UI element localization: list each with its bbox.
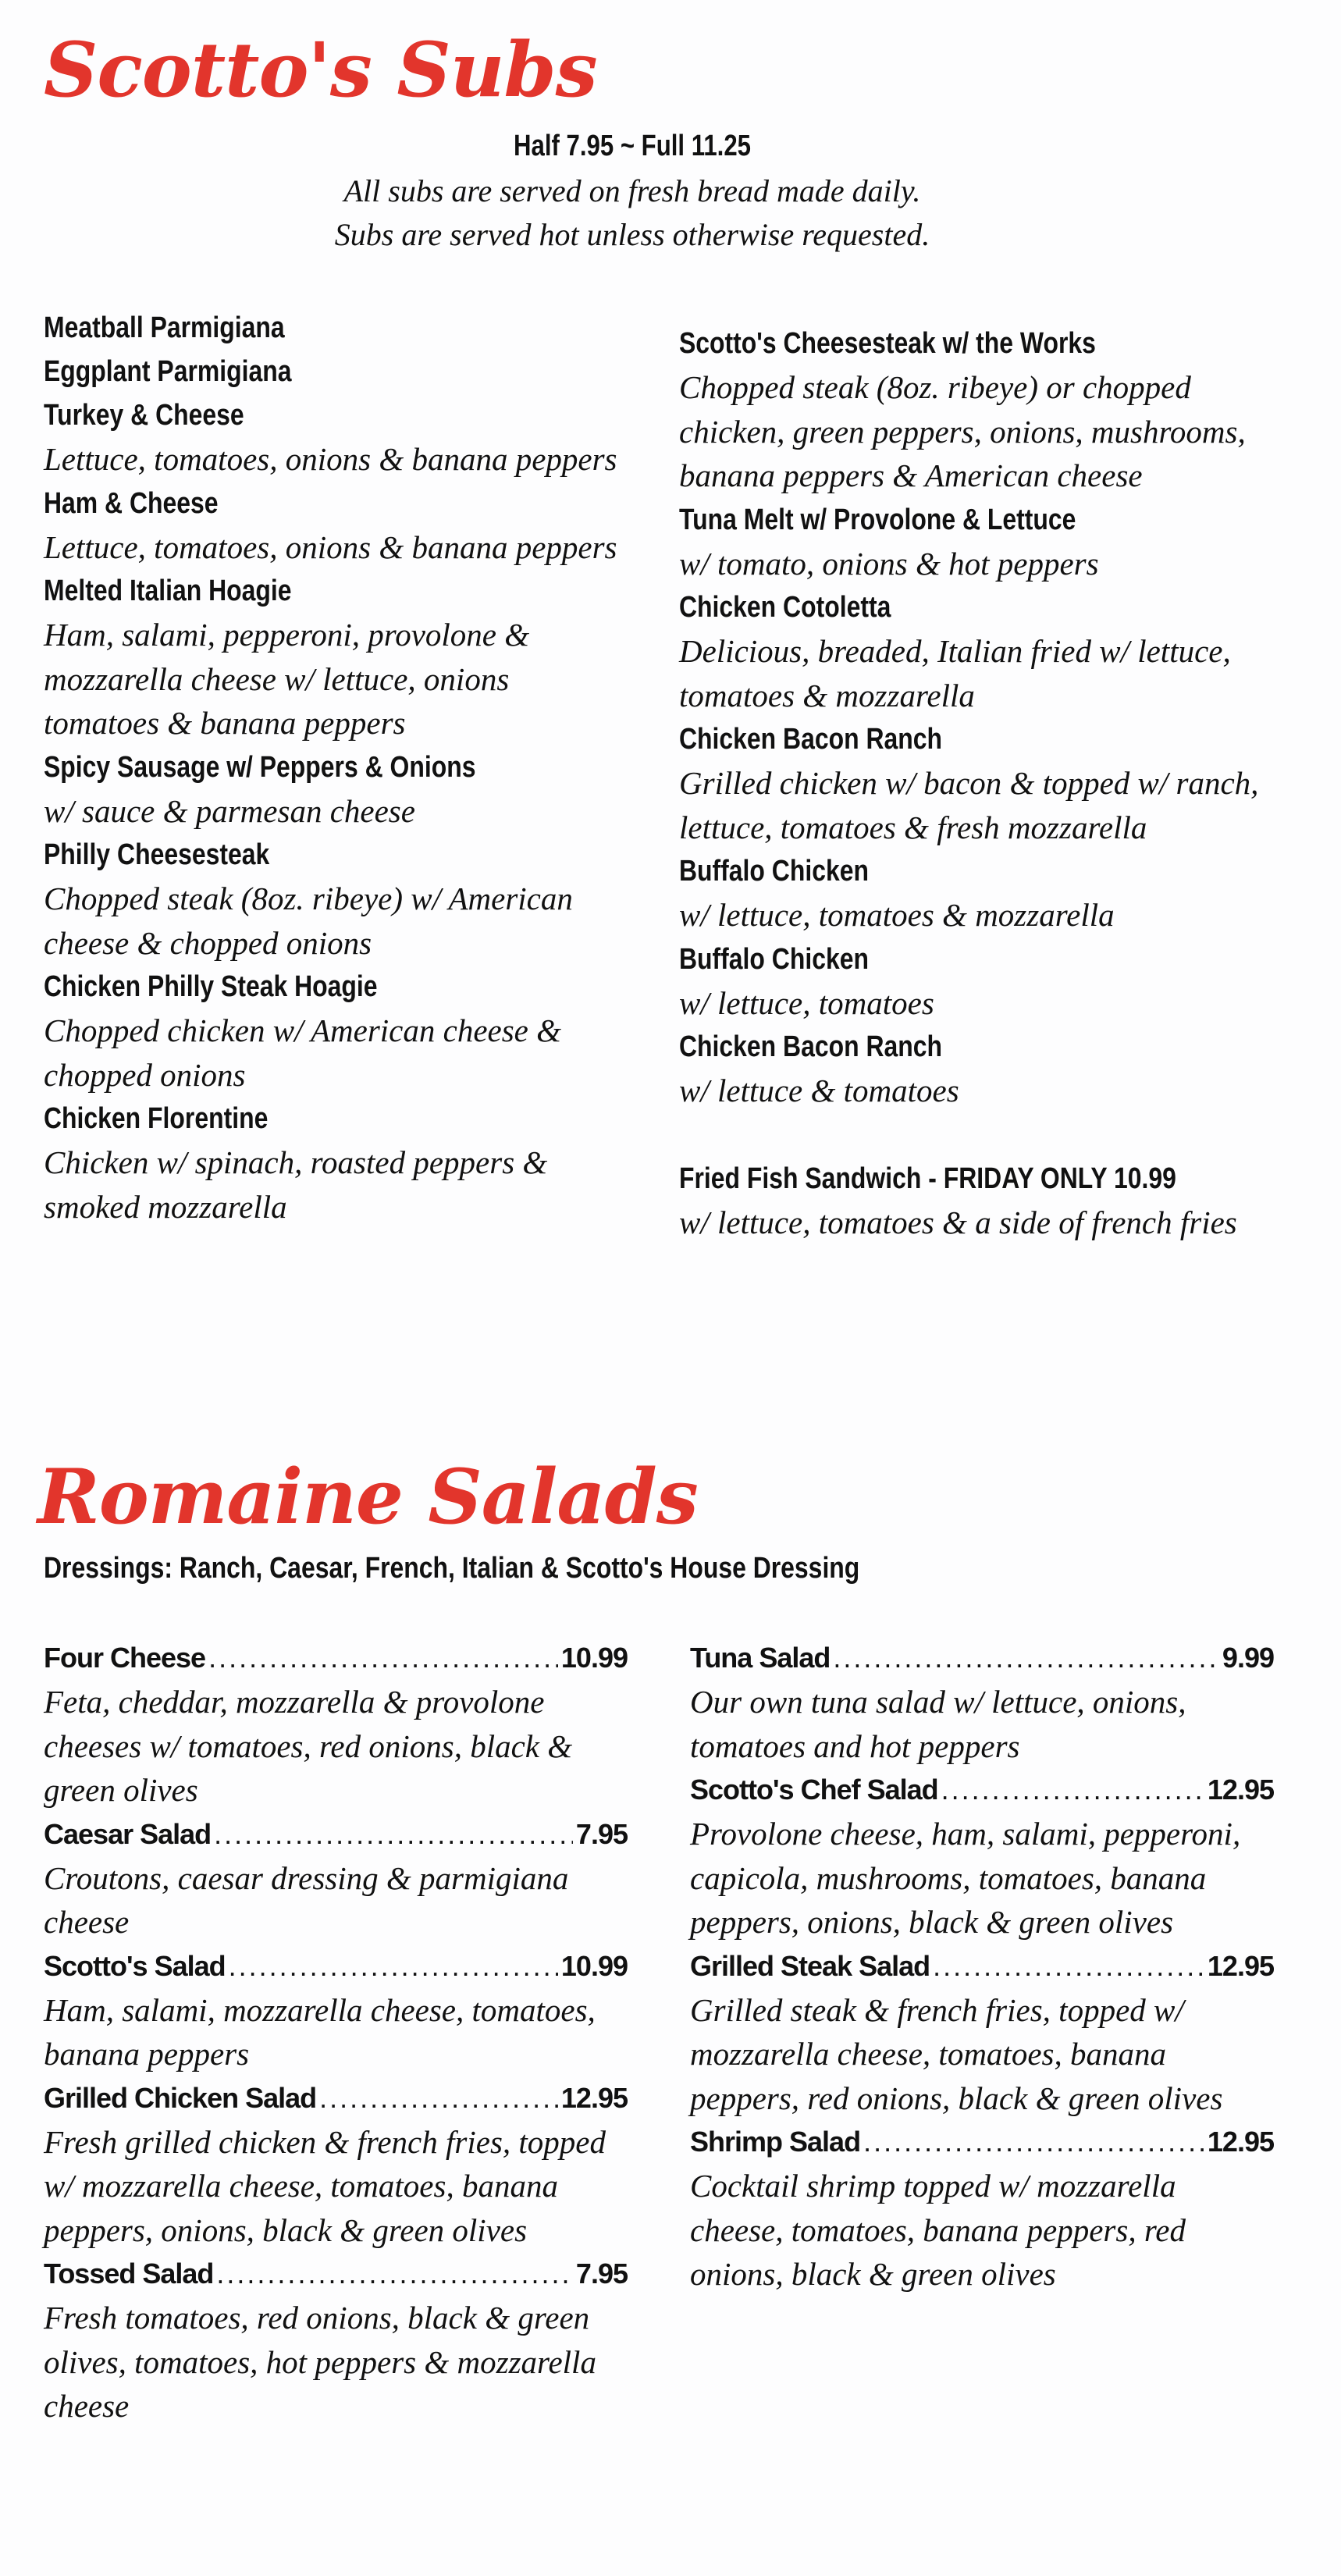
item-description: w/ lettuce, tomatoes & a side of french fries <box>679 1204 1237 1240</box>
item-description: Our own tuna salad w/ lettuce, onions, tomatoes and hot peppers <box>690 1684 1186 1764</box>
menu-item <box>44 482 621 570</box>
item-description: Chopped steak (8oz. ribeye) w/ American cheese & chopped onions <box>44 881 573 961</box>
item-name: Chicken Bacon Ranch <box>679 1030 943 1063</box>
item-name: Ham & Cheese <box>44 486 219 520</box>
item-name: Tuna Salad <box>690 1642 831 1674</box>
item-header <box>44 2076 628 2120</box>
dot-leader <box>933 1944 1204 1988</box>
menu-item <box>44 1636 628 1813</box>
salads-right-column <box>690 1636 1274 2297</box>
item-name: Fried Fish Sandwich - FRIDAY ONLY 10.99 <box>679 1162 1176 1195</box>
item-description: w/ lettuce, tomatoes & mozzarella <box>679 897 1115 933</box>
item-name: Scotto's Cheesesteak w/ the Works <box>679 327 1096 360</box>
dot-leader <box>214 1813 573 1856</box>
item-price: 7.95 <box>575 1817 628 1850</box>
item-name: Meatball Parmigiana <box>44 311 285 344</box>
salads-dressings: Dressings: Ranch, Caesar, French, Italian & Scotto's House Dressing <box>44 1552 860 1585</box>
item-description: Lettuce, tomatoes, onions & banana peppers <box>44 528 617 565</box>
item-name: Philly Cheesesteak <box>44 838 270 871</box>
menu-item <box>44 1944 628 2076</box>
item-description: Fresh tomatoes, red onions, black & green olives, tomatoes, hot peppers & mozzarella cheese <box>44 2300 596 2424</box>
item-name: Buffalo Chicken <box>679 855 869 888</box>
item-name: Caesar Salad <box>44 1817 212 1850</box>
item-name: Grilled Chicken Salad <box>44 2081 317 2114</box>
item-description: Fresh grilled chicken & french fries, topped w/ mozzarella cheese, tomatoes, banana peppers, onions, black & green olives <box>44 2123 606 2248</box>
item-description: Ham, salami, pepperoni, provolone & mozzarella cheese w/ lettuce, onions tomatoes & banana peppers <box>44 617 530 741</box>
menu-item <box>44 1097 621 1229</box>
item-name: Buffalo Chicken <box>679 942 869 976</box>
dot-leader <box>208 1636 558 1680</box>
item-name: Chicken Cotoletta <box>679 591 891 624</box>
item-description: Delicious, breaded, Italian fried w/ lettuce, tomatoes & mozzarella <box>679 633 1231 713</box>
subs-right-column <box>679 322 1272 1244</box>
item-description: Grilled steak & french fries, topped w/ mozzarella cheese, tomatoes, banana peppers, red onions, black & green olives <box>690 1991 1223 2116</box>
item-price: 10.99 <box>560 1642 628 1674</box>
item-description: Chopped chicken w/ American cheese & chopped onions <box>44 1012 562 1093</box>
item-name: Spicy Sausage w/ Peppers & Onions <box>44 750 476 784</box>
item-name: Chicken Philly Steak Hoagie <box>44 970 378 1003</box>
item-name: Tossed Salad <box>44 2258 214 2290</box>
menu-item <box>44 306 621 350</box>
item-description: Croutons, caesar dressing & parmigiana cheese <box>44 1859 569 1940</box>
menu-item <box>44 350 621 393</box>
menu-item <box>44 2076 628 2253</box>
subs-price-line: Half 7.95 ~ Full 11.25 <box>514 130 751 162</box>
subs-note-hot: Subs are served hot unless otherwise requested. <box>334 217 930 252</box>
dot-leader <box>216 2252 573 2296</box>
menu-item <box>44 965 621 1097</box>
item-header <box>690 1944 1274 1988</box>
item-name: Turkey & Cheese <box>44 399 244 432</box>
item-description: Provolone cheese, ham, salami, pepperoni, capicola, mushrooms, tomatoes, banana peppers, onions, black & green olives <box>690 1816 1241 1940</box>
item-description: w/ lettuce & tomatoes <box>679 1073 959 1108</box>
menu-item <box>679 1025 1272 1113</box>
menu-item <box>679 585 1272 717</box>
menu-item <box>690 2120 1274 2297</box>
item-description: Ham, salami, mozzarella cheese, tomatoes, banana peppers <box>44 1991 596 2072</box>
subs-intro <box>0 130 1265 257</box>
dot-leader <box>319 2076 558 2120</box>
menu-item <box>679 498 1272 586</box>
menu-item-friday-special <box>679 1157 1272 1245</box>
item-header <box>44 1944 628 1988</box>
menu-item <box>690 1768 1274 1944</box>
menu-item <box>44 569 621 745</box>
item-name: Four Cheese <box>44 1642 206 1674</box>
item-price: 12.95 <box>1207 1774 1274 1806</box>
item-name: Melted Italian Hoagie <box>44 575 292 607</box>
item-header <box>690 1636 1274 1680</box>
item-name: Grilled Steak Salad <box>690 1949 930 1982</box>
item-description: Chicken w/ spinach, roasted peppers & smoked mozzarella <box>44 1144 548 1225</box>
item-header <box>44 2252 628 2296</box>
dot-leader <box>941 1768 1204 1812</box>
menu-item <box>679 849 1272 938</box>
subs-section-title: Scotto's Subs <box>44 26 597 114</box>
subs-left-column <box>44 306 621 1229</box>
item-description: w/ lettuce, tomatoes <box>679 984 934 1021</box>
item-name: Chicken Bacon Ranch <box>679 723 943 756</box>
item-name: Scotto's Chef Salad <box>690 1774 938 1806</box>
item-description: w/ sauce & parmesan cheese <box>44 792 415 829</box>
menu-item <box>690 1944 1274 2121</box>
item-description: Lettuce, tomatoes, onions & banana peppers <box>44 441 617 477</box>
item-header <box>44 1636 628 1680</box>
subs-note-bread: All subs are served on fresh bread made daily. <box>343 173 921 208</box>
menu-item <box>44 745 621 834</box>
item-price: 10.99 <box>560 1949 628 1982</box>
item-name: Scotto's Salad <box>44 1949 226 1982</box>
item-description: Chopped steak (8oz. ribeye) or chopped chicken, green peppers, onions, mushrooms, banana peppers & American cheese <box>679 369 1246 493</box>
item-name: Eggplant Parmigiana <box>44 355 292 388</box>
menu-item <box>44 2252 628 2428</box>
item-price: 12.95 <box>1207 1949 1274 1982</box>
item-header <box>690 1768 1274 1812</box>
menu-item <box>44 393 621 482</box>
item-price: 9.99 <box>1222 1642 1274 1674</box>
dot-leader <box>229 1944 558 1988</box>
item-header <box>44 1813 628 1856</box>
menu-item <box>690 1636 1274 1768</box>
salads-left-column <box>44 1636 628 2428</box>
item-price: 12.95 <box>560 2081 628 2114</box>
item-header <box>690 2120 1274 2164</box>
item-name: Chicken Florentine <box>44 1102 269 1135</box>
item-price: 12.95 <box>1207 2126 1274 2158</box>
item-description: Cocktail shrimp topped w/ mozzarella cheese, tomatoes, banana peppers, red onions, black & green olives <box>690 2168 1186 2292</box>
menu-item <box>44 833 621 965</box>
menu-item <box>679 938 1272 1026</box>
item-price: 7.95 <box>575 2258 628 2290</box>
dot-leader <box>833 1636 1219 1680</box>
item-name: Tuna Melt w/ Provolone & Lettuce <box>679 503 1076 536</box>
item-description: Feta, cheddar, mozzarella & provolone cheeses w/ tomatoes, red onions, black & green olives <box>44 1684 573 1808</box>
menu-item <box>44 1813 628 1944</box>
menu-item <box>679 717 1272 849</box>
salads-section-title: Romaine Salads <box>37 1453 698 1541</box>
item-description: Grilled chicken w/ bacon & topped w/ ranch, lettuce, tomatoes & fresh mozzarella <box>679 765 1259 845</box>
dot-leader <box>863 2120 1204 2164</box>
item-name: Shrimp Salad <box>690 2126 861 2158</box>
menu-item <box>679 322 1272 498</box>
item-description: w/ tomato, onions & hot peppers <box>679 545 1099 582</box>
